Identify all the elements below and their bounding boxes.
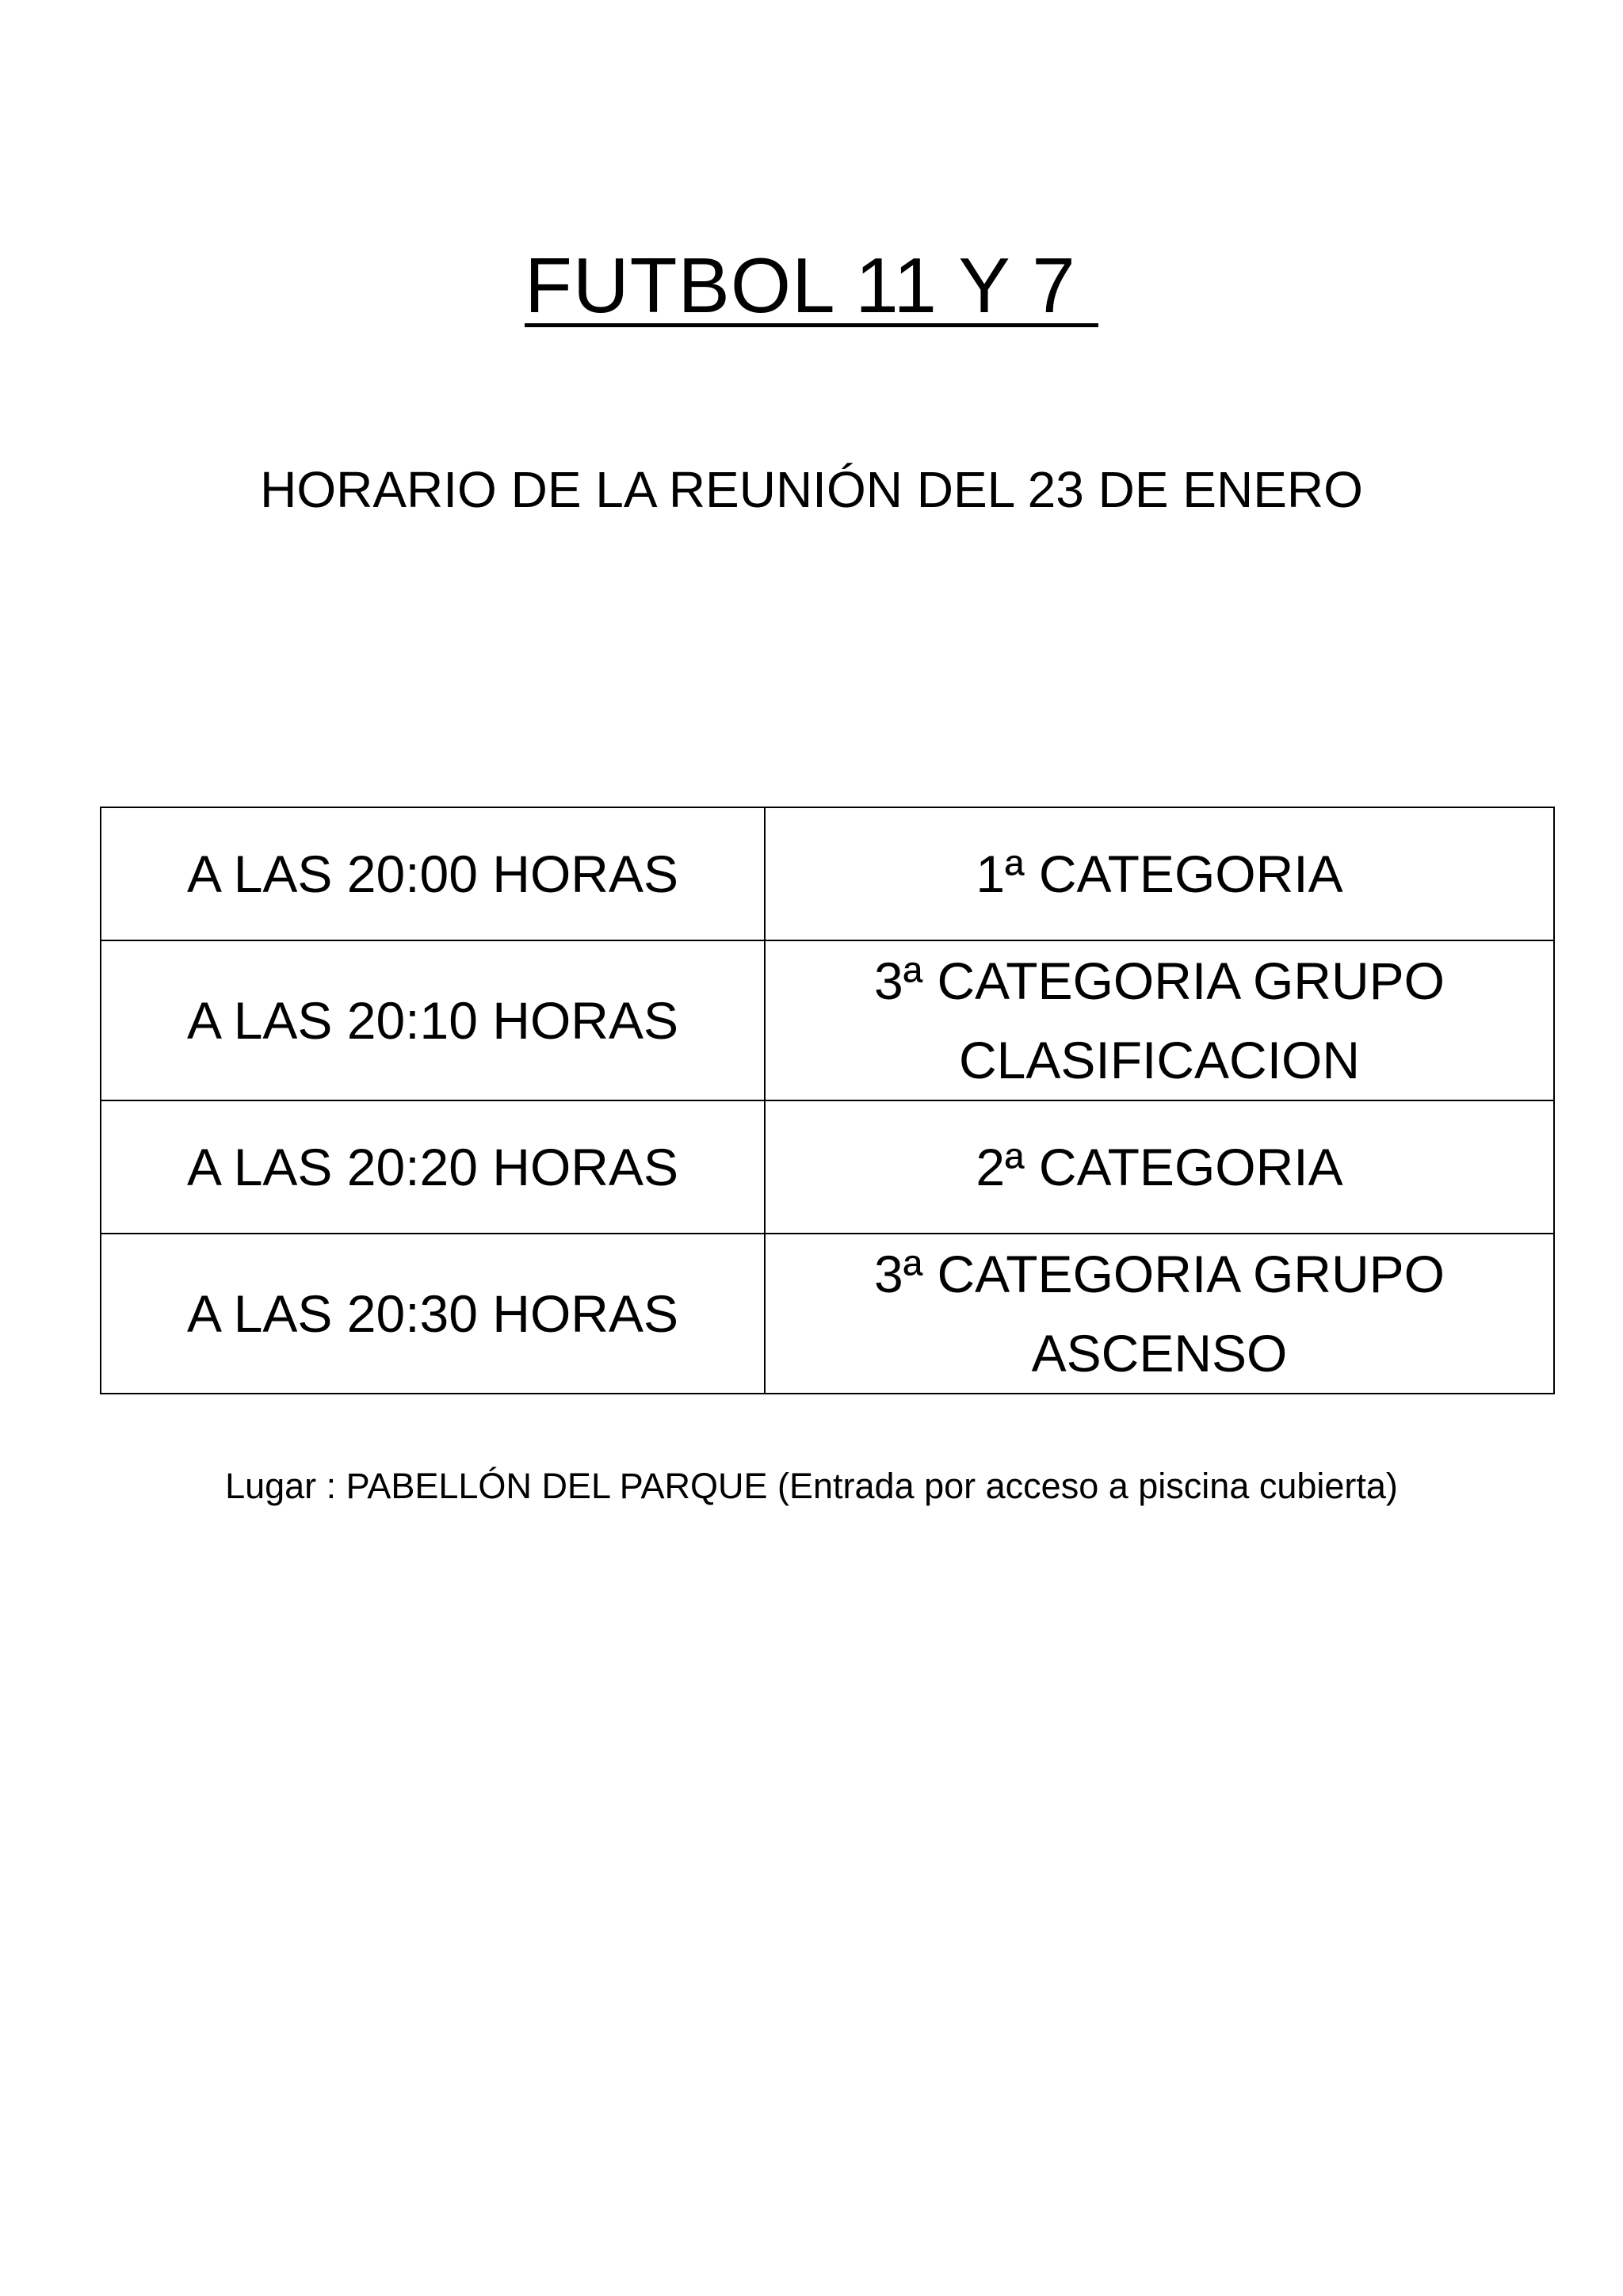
document-title xyxy=(0,238,1623,333)
category-cell xyxy=(765,1234,1554,1394)
meeting-subtitle: HORARIO DE LA REUNIÓN DEL 23 DE ENERO xyxy=(260,461,1363,518)
category-line: 3ª CATEGORIA GRUPO xyxy=(873,952,1445,1010)
time-cell: A LAS 20:20 HORAS xyxy=(101,1100,765,1234)
category-line: 2ª CATEGORIA xyxy=(976,1138,1343,1196)
category-cell xyxy=(765,1100,1554,1234)
category-line: CLASIFICACION xyxy=(958,1031,1361,1089)
time-cell: A LAS 20:30 HORAS xyxy=(101,1234,765,1394)
title-text: FUTBOL 11 Y 7 xyxy=(525,242,1098,329)
schedule-table xyxy=(100,807,1555,1394)
time-cell: A LAS 20:10 HORAS xyxy=(101,940,765,1100)
table-row xyxy=(101,807,1554,940)
time-cell: A LAS 20:00 HORAS xyxy=(101,807,765,940)
table-row xyxy=(101,940,1554,1100)
table-row xyxy=(101,1100,1554,1234)
category-line: 3ª CATEGORIA GRUPO xyxy=(873,1245,1445,1303)
table-row xyxy=(101,1234,1554,1394)
location-note: Lugar : PABELLÓN DEL PARQUE (Entrada por acceso a piscina cubierta) xyxy=(225,1466,1398,1506)
category-cell xyxy=(765,940,1554,1100)
category-line: ASCENSO xyxy=(1031,1324,1288,1383)
category-line: 1ª CATEGORIA xyxy=(976,845,1343,903)
category-cell xyxy=(765,807,1554,940)
